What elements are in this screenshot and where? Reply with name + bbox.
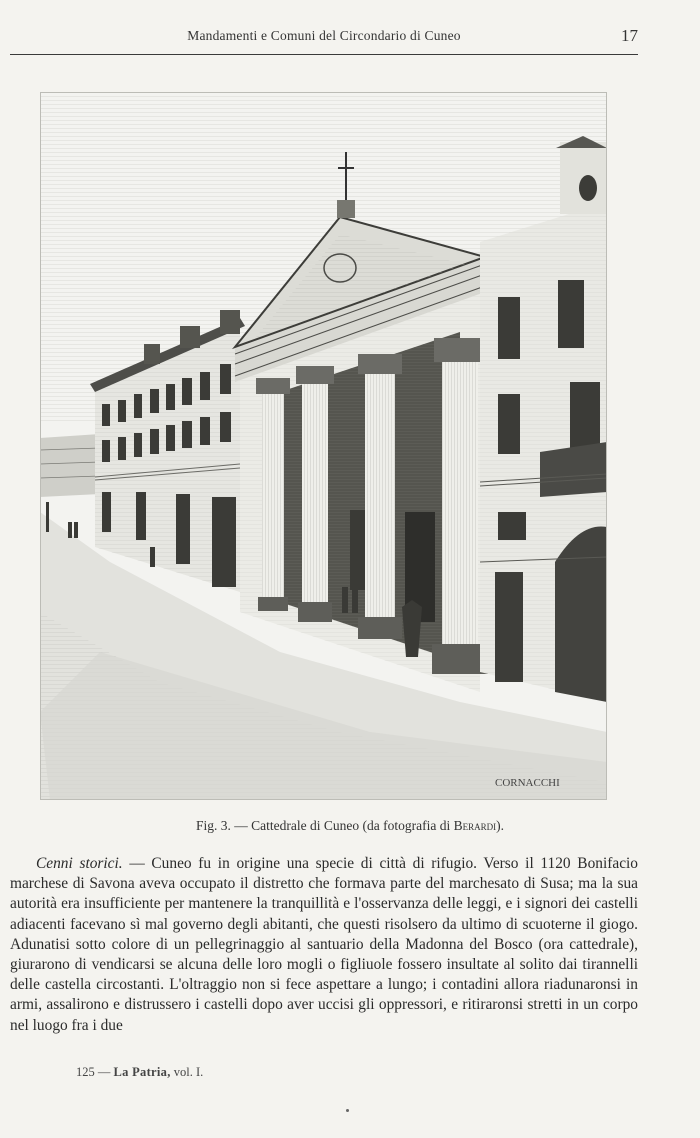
engraver-signature: CORNACCHI — [495, 777, 560, 789]
paragraph — [10, 854, 638, 1036]
cathedral-illustration — [40, 92, 607, 800]
body-text — [10, 854, 638, 1036]
volume-label: vol. I. — [173, 1065, 204, 1079]
paragraph-text: — Cuneo fu in origine una specie di città di rifugio. Verso il 1120 Bonifacio marchese di Savona aveva occupato il distretto che formava parte del marchesato di Susa; ma la sua autorità era insufficiente per mantenere la tranquillità e l'osservanza delle leggi, e i signori dei castelli adiacenti facevano sì mal governo degli abitanti, che questi risolsero da ultimo di scuoterne il giogo. Adunatisi sotto colore di un pellegrinaggio al santuario della Madonna del Bosco (ora cattedrale), giurarono di vendicarsi se alcuna delle loro mogli o figliuole fossero insultate al solito dai tirannelli delle castella circostanti. L'oltraggio non si fece aspettare a lungo; i contadini allora riadunaronsi in armi, assalirono e distrussero i castelli dopo aver uccisi gli oppressori, e ritiraronsi stretti in un corpo nel luogo fra i due — [10, 855, 638, 1034]
page-number: 17 — [621, 26, 638, 45]
caption-credit: Berardi — [453, 818, 497, 833]
signature-mark: 125 — — [76, 1065, 111, 1079]
caption-prefix: Fig. 3. — Cattedrale di Cuneo (da fotografia di — [196, 818, 454, 833]
caption-suffix: ). — [496, 818, 504, 833]
figure-caption — [0, 818, 700, 834]
section-lead: Cenni storici. — [36, 855, 123, 872]
page-footer — [76, 1065, 203, 1080]
page-header — [10, 26, 638, 50]
page-mark — [346, 1109, 349, 1112]
running-head: Mandamenti e Comuni del Circondario di Cuneo — [187, 28, 461, 43]
journal-title: La Patria, — [113, 1065, 171, 1079]
header-rule — [10, 54, 638, 55]
